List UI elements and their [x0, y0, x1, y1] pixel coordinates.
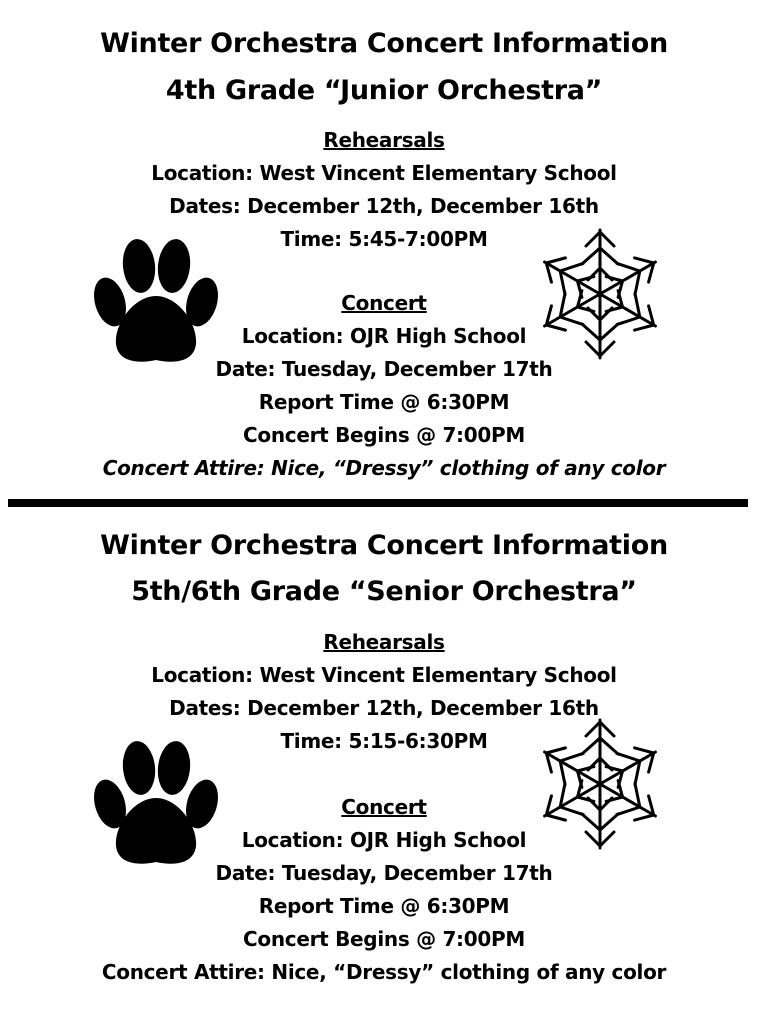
- rehearsal-dates: Dates: December 12th, December 16th: [169, 194, 599, 218]
- snowflake-icon: [538, 224, 662, 364]
- concert-begins: Concert Begins @ 7:00PM: [243, 927, 525, 951]
- flyer-title: Winter Orchestra Concert Information: [100, 28, 668, 59]
- senior-orchestra-flyer: [0, 510, 768, 1024]
- concert-heading: Concert: [341, 795, 427, 819]
- concert-begins: Concert Begins @ 7:00PM: [243, 423, 525, 447]
- concert-attire: Concert Attire: Nice, “Dressy” clothing of any color: [102, 456, 666, 480]
- section-divider: [8, 499, 748, 507]
- flyer-subtitle: 5th/6th Grade “Senior Orchestra”: [131, 576, 637, 607]
- rehearsal-time: Time: 5:15-6:30PM: [280, 729, 488, 753]
- rehearsal-location: Location: West Vincent Elementary School: [151, 663, 617, 687]
- flyer-subtitle: 4th Grade “Junior Orchestra”: [165, 75, 603, 106]
- junior-orchestra-flyer: [0, 0, 768, 500]
- paw-print-icon: [92, 738, 220, 870]
- rehearsal-time: Time: 5:45-7:00PM: [280, 227, 488, 251]
- snowflake-icon: [538, 714, 662, 854]
- rehearsal-location: Location: West Vincent Elementary School: [151, 161, 617, 185]
- rehearsals-heading: Rehearsals: [323, 630, 445, 654]
- flyer-title: Winter Orchestra Concert Information: [100, 530, 668, 561]
- concert-location: Location: OJR High School: [241, 828, 527, 852]
- rehearsal-dates: Dates: December 12th, December 16th: [169, 696, 599, 720]
- concert-heading: Concert: [341, 291, 427, 315]
- concert-date: Date: Tuesday, December 17th: [215, 357, 553, 381]
- concert-date: Date: Tuesday, December 17th: [215, 861, 553, 885]
- rehearsals-heading: Rehearsals: [323, 128, 445, 152]
- paw-print-icon: [92, 236, 220, 368]
- concert-attire: Concert Attire: Nice, “Dressy” clothing of any color: [101, 960, 667, 984]
- concert-report-time: Report Time @ 6:30PM: [258, 390, 510, 414]
- concert-report-time: Report Time @ 6:30PM: [258, 894, 510, 918]
- concert-location: Location: OJR High School: [241, 324, 527, 348]
